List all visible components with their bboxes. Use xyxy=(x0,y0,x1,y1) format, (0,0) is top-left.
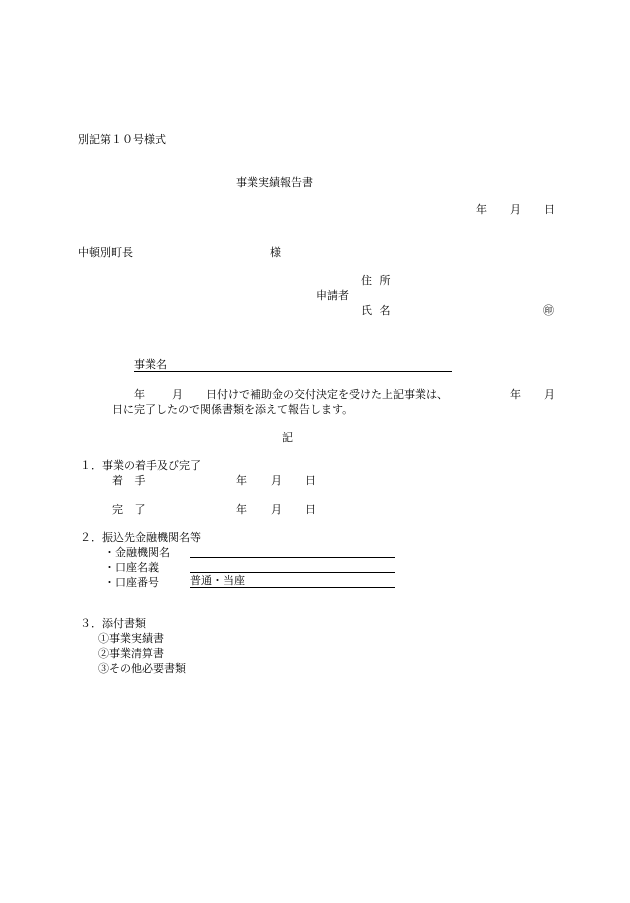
account-type-value: 普通・当座 xyxy=(190,574,395,588)
date-year: 年 xyxy=(476,203,487,216)
body-text-line1: 日付けで補助金の交付決定を受けた上記事業は、 xyxy=(206,388,448,401)
project-name-line xyxy=(134,371,452,372)
section1-end-month: 月 xyxy=(271,503,282,516)
section1-end-label: 完 了 xyxy=(112,503,146,516)
ki-heading: 記 xyxy=(282,431,293,444)
date-day: 日 xyxy=(544,203,555,216)
document-title: 事業実績報告書 xyxy=(236,176,313,189)
section1-heading: １．事業の着手及び完了 xyxy=(80,459,201,472)
bank-name-label: ・金融機関名 xyxy=(104,546,170,559)
body-text-line2: 日に完了したので関係書類を添えて報告します。 xyxy=(112,403,354,416)
section1-start-month: 月 xyxy=(271,474,282,487)
section2-heading: ２．振込先金融機関名等 xyxy=(80,531,201,544)
applicant-name-label: 氏 名 xyxy=(361,304,391,317)
bank-name-line xyxy=(190,557,395,558)
applicant-label: 申請者 xyxy=(316,289,349,302)
body-month: 月 xyxy=(172,388,183,401)
seal-mark: ㊞ xyxy=(543,304,554,317)
body-month2: 月 xyxy=(544,388,555,401)
attachment-item: ①事業実績書 xyxy=(98,632,164,645)
body-year: 年 xyxy=(134,388,145,401)
section1-end-day: 日 xyxy=(305,503,316,516)
account-name-line xyxy=(190,572,395,573)
attachment-item: ③その他必要書類 xyxy=(98,662,186,675)
section1-end-year: 年 xyxy=(236,503,247,516)
section1-start-day: 日 xyxy=(305,474,316,487)
form-number: 別記第１０号様式 xyxy=(78,133,166,146)
attachment-item: ②事業清算書 xyxy=(98,647,164,660)
addressee-honorific: 様 xyxy=(270,246,281,259)
account-name-label: ・口座名義 xyxy=(104,561,159,574)
section1-start-label: 着 手 xyxy=(112,474,146,487)
date-month: 月 xyxy=(510,203,521,216)
body-year2: 年 xyxy=(510,388,521,401)
section1-start-year: 年 xyxy=(236,474,247,487)
applicant-address-label: 住 所 xyxy=(361,274,391,287)
addressee-name: 中頓別町長 xyxy=(78,246,133,259)
project-name-label: 事業名 xyxy=(134,358,167,371)
section3-heading: ３．添付書類 xyxy=(80,617,146,630)
account-number-label: ・口座番号 xyxy=(104,576,159,589)
